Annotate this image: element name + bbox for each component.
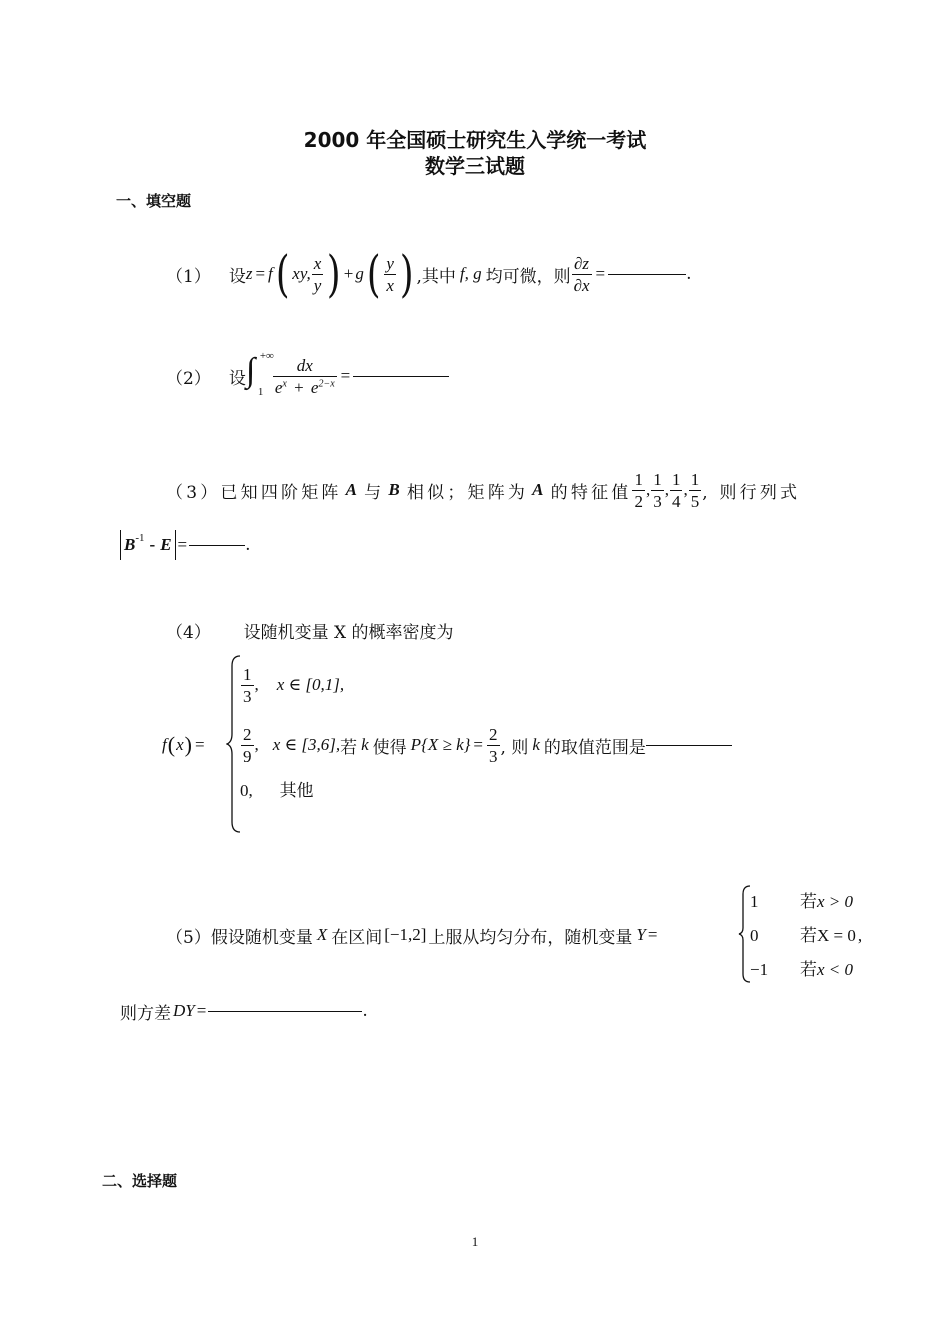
- q2-plus: +: [294, 377, 304, 397]
- q3-text-5: , 则行列式: [702, 482, 801, 503]
- q5-case-1: 1 若x > 0: [750, 892, 854, 912]
- q2-answer-blank: [353, 375, 449, 377]
- q2-e2: e: [310, 377, 319, 397]
- q1-eq: =: [255, 264, 266, 283]
- section-heading-fill: 一、填空题: [116, 192, 192, 210]
- q1-answer-blank: [608, 273, 686, 275]
- integral-sign-icon: ∫: [245, 352, 256, 389]
- q1-partial-derivative: [572, 255, 592, 294]
- det-bar-left: [120, 530, 121, 560]
- q4-case3-val: 0,: [240, 781, 253, 800]
- q5-line-2: [120, 998, 368, 1024]
- q2-numerator: dx: [296, 355, 313, 375]
- q1-z: z: [245, 264, 253, 283]
- page-number: 1: [471, 1234, 479, 1249]
- q2-e1: e: [274, 377, 283, 397]
- q5-Y: Y: [636, 925, 646, 944]
- q5-text-1: 假设随机变量: [210, 927, 313, 948]
- q2-integral: [246, 348, 272, 404]
- q2-upper-limit: +∞: [259, 350, 274, 362]
- q4-text-make: 使得: [372, 737, 407, 758]
- q3-text-1: （3）已知四阶矩阵: [166, 482, 342, 503]
- q4-case1-frac: $\frac{1}{3}$: [243, 664, 252, 706]
- q4-text-if: 若: [340, 737, 358, 758]
- q3-text-3: 相似；矩阵为: [406, 482, 529, 503]
- q1-eq-2: =: [595, 264, 606, 283]
- q1-frac-y-x: [384, 255, 396, 294]
- q3-det-E: E: [160, 535, 172, 554]
- q1-frac-den: y: [313, 275, 322, 295]
- q3-matrix-A-2: A: [532, 480, 547, 499]
- q4-case1-cond: x ∈ [0,1],: [276, 675, 345, 694]
- q3-eigen-4: $\frac{1}{5}$: [690, 469, 700, 511]
- q1-label: （1）: [166, 266, 211, 287]
- q1-fg: f, g: [459, 264, 482, 283]
- question-5: [166, 920, 659, 950]
- q4-eq2: =: [473, 735, 484, 754]
- q4-P: P: [410, 735, 422, 754]
- question-1: [166, 244, 692, 304]
- q5-label: （5）: [166, 927, 211, 948]
- q5-text-3: 上服从均匀分布，随机变量: [428, 927, 633, 948]
- q2-label: （2）: [166, 368, 211, 389]
- q3-answer-blank: [189, 544, 245, 546]
- q1-end: .: [686, 264, 692, 284]
- q3-determinant: [120, 528, 251, 562]
- q4-prob: {X ≥ k}: [421, 735, 471, 754]
- q5-answer-blank: [208, 1010, 362, 1012]
- q1-f: f: [268, 264, 273, 283]
- q4-text-then: , 则: [500, 737, 529, 758]
- q5-case-3: −1 若x < 0: [750, 960, 854, 980]
- q2-e2-exp: 2−x: [318, 377, 335, 389]
- q3-det-B: B: [124, 535, 136, 554]
- q3-matrix-A: A: [345, 480, 361, 499]
- q3-matrix-B: B: [388, 480, 403, 499]
- q4-text: 设随机变量 X 的概率密度为: [243, 623, 454, 643]
- q4-case-3: [240, 776, 314, 801]
- q4-answer-blank: [646, 744, 732, 746]
- q4-f: f: [162, 735, 167, 754]
- question-3: （3）已知四阶矩阵 A 与 B 相似；矩阵为 A 的特征值 $\frac{1}{2}$ , $\frac{1}{3}$ , $\frac{1}{4}$ , $\frac{1}{5}$ , 则行列式: [166, 469, 801, 511]
- q2-text-set: 设: [228, 368, 246, 389]
- q4-k-2: k: [532, 735, 540, 754]
- q2-lower-limit: 1: [257, 386, 264, 398]
- q3-det-minus: -: [149, 535, 156, 554]
- q3-text-2: 与: [364, 482, 385, 503]
- q2-fraction: [273, 357, 337, 396]
- q3-eigen-3: $\frac{1}{4}$: [671, 469, 681, 511]
- q4-label: （4）: [166, 623, 211, 643]
- q1-text-set: 设: [228, 266, 246, 287]
- q1-condition: 均可微，则: [485, 266, 571, 287]
- q1-frac2-den: x: [386, 275, 394, 295]
- q1-middle-text: ,其中: [416, 266, 456, 287]
- q5-text-2: 在区间: [331, 927, 383, 948]
- q1-plus: +: [343, 264, 354, 283]
- q4-case-2: $\frac{2}{9}$ , x ∈ [3,6], 若 k 使得 P {X ≥ k} = $\frac{2}{3}$ , 则 k 的取值范围是: [240, 720, 732, 770]
- q4-text-range: 的取值范围是: [543, 737, 646, 758]
- q5-DY: DY: [173, 1001, 195, 1020]
- q1-paren-close-2: ): [399, 245, 414, 303]
- q5-X: X: [316, 925, 328, 944]
- q4-prob-frac: $\frac{2}{3}$: [489, 724, 498, 766]
- q2-e1-exp: x: [282, 377, 287, 389]
- q1-paren-open-2: (: [366, 245, 381, 303]
- q1-frac-num: x: [313, 253, 322, 273]
- q4-x: x: [176, 735, 184, 754]
- q3-text-4: 的特征值: [550, 482, 632, 503]
- q1-frac2-num: y: [386, 253, 394, 273]
- q2-eq: =: [340, 366, 351, 385]
- det-bar-right: [175, 530, 176, 560]
- q4-case3-cond: 其他: [279, 781, 314, 801]
- q5-interval: [−1,2]: [384, 925, 427, 944]
- q1-paren-close: ): [327, 245, 341, 303]
- q4-case-1: $\frac{1}{3}$ , x ∈ [0,1],: [243, 664, 345, 706]
- q4-case2-frac: $\frac{2}{9}$: [243, 724, 252, 766]
- q2-denominator: [273, 376, 337, 396]
- q1-xy: xy,: [292, 264, 311, 283]
- q1-dz: ∂z: [574, 253, 590, 273]
- q4-k: k: [361, 735, 369, 754]
- page-subtitle: 数学三试题: [425, 154, 525, 178]
- q4-fx-lhs: f ( x ) =: [162, 732, 205, 757]
- q5-line2-text: 则方差: [120, 1003, 171, 1024]
- q4-eq: =: [194, 735, 205, 754]
- q4-case2-cond: x ∈ [3,6],: [272, 735, 341, 754]
- q1-frac-x-y: [312, 255, 324, 294]
- q5-eq: =: [647, 925, 658, 944]
- q3-eigen-2: $\frac{1}{3}$: [653, 469, 662, 511]
- q5-case-2: 0 若X = 0 ,: [750, 926, 863, 946]
- q5-end: .: [362, 1001, 368, 1021]
- q3-det-end: .: [245, 535, 251, 555]
- page-title: 2000 年全国硕士研究生入学统一考试: [303, 128, 647, 152]
- q3-eigen-1: $\frac{1}{2}$: [634, 469, 643, 511]
- q3-det-eq: =: [177, 535, 188, 554]
- q1-paren-open: (: [275, 245, 290, 303]
- q1-g: g: [355, 264, 364, 283]
- question-2: [166, 348, 449, 404]
- question-4: [166, 618, 454, 643]
- section-heading-choice: 二、选择题: [102, 1172, 178, 1190]
- q3-det-exp: -1: [135, 532, 145, 544]
- q5-line2-eq: =: [196, 1001, 207, 1020]
- q1-dx: ∂x: [573, 275, 590, 295]
